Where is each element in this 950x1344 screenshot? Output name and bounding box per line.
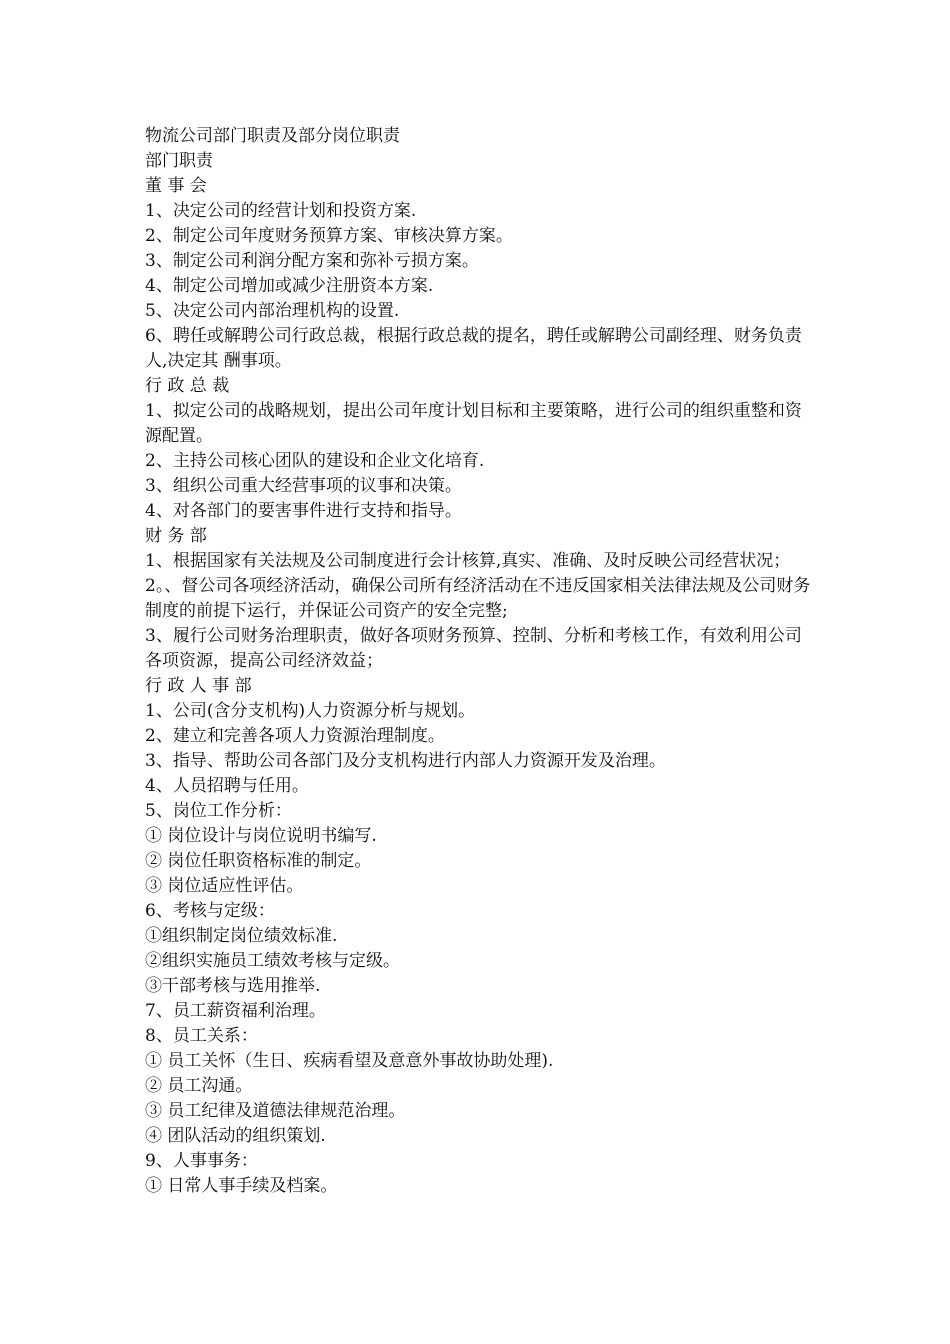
list-item: 9、人事事务： — [145, 1151, 258, 1171]
list-item: 4、人员招聘与任用。 — [145, 776, 309, 796]
heading-ceo: 行 政 总 裁 — [145, 376, 230, 396]
sub-list-item: ① 岗位设计与岗位说明书编写. — [145, 826, 377, 846]
list-item: 2。、督公司各项经济活动，确保公司所有经济活动在不违反国家相关法律法规及公司财务制度的前提下运行，并保证公司资产的安全完整; — [145, 576, 811, 621]
sub-list-item: ① 员工关怀（生日、疾病看望及意意外事故协助处理). — [145, 1051, 554, 1071]
sub-list-item: ①组织制定岗位绩效标准. — [145, 926, 338, 946]
document-title: 物流公司部门职责及部分岗位职责 — [145, 126, 400, 146]
list-item: 8、员工关系： — [145, 1026, 258, 1046]
sub-list-item: ② 岗位任职资格标准的制定。 — [145, 851, 372, 871]
sub-list-item: ③ 岗位适应性评估。 — [145, 876, 304, 896]
heading-finance: 财 务 部 — [145, 526, 207, 546]
section-title: 部门职责 — [145, 151, 213, 171]
sub-list-item: ③干部考核与选用推举. — [145, 976, 321, 996]
heading-hr: 行 政 人 事 部 — [145, 676, 252, 696]
list-item: 4、对各部门的要害事件进行支持和指导。 — [145, 501, 462, 521]
list-item: 3、履行公司财务治理职责，做好各项财务预算、控制、分析和考核工作，有效利用公司各项资源，提高公司经济效益； — [145, 626, 802, 671]
sub-list-item: ② 员工沟通。 — [145, 1076, 253, 1096]
list-item: 2、制定公司年度财务预算方案、审核决算方案。 — [145, 226, 513, 246]
list-item: 3、指导、帮助公司各部门及分支机构进行内部人力资源开发及治理。 — [145, 751, 666, 771]
list-item: 2、主持公司核心团队的建设和企业文化培育. — [145, 451, 485, 471]
list-item: 7、员工薪资福利治理。 — [145, 1001, 326, 1021]
list-item: 3、组织公司重大经营事项的议事和决策。 — [145, 476, 462, 496]
list-item: 3、制定公司利润分配方案和弥补亏损方案。 — [145, 251, 479, 271]
list-item: 1、公司(含分支机构)人力资源分析与规划。 — [145, 701, 476, 721]
list-item: 1、根据国家有关法规及公司制度进行会计核算,真实、准确、及时反映公司经营状况； — [145, 551, 791, 571]
list-item: 5、决定公司内部治理机构的设置. — [145, 301, 400, 321]
document-page — [145, 124, 815, 1199]
list-item: 5、岗位工作分析： — [145, 801, 292, 821]
list-item: 2、建立和完善各项人力资源治理制度。 — [145, 726, 445, 746]
sub-list-item: ②组织实施员工绩效考核与定级。 — [145, 951, 400, 971]
sub-list-item: ③ 员工纪律及道德法律规范治理。 — [145, 1101, 406, 1121]
list-item: 6、聘任或解聘公司行政总裁，根据行政总裁的提名，聘任或解聘公司副经理、财务负责人,决定其 酬事项。 — [145, 326, 802, 371]
heading-board: 董 事 会 — [145, 176, 207, 196]
list-item: 1、决定公司的经营计划和投资方案. — [145, 201, 417, 221]
sub-list-item: ① 日常人事手续及档案。 — [145, 1176, 338, 1196]
sub-list-item: ④ 团队活动的组织策划. — [145, 1126, 326, 1146]
list-item: 6、考核与定级： — [145, 901, 275, 921]
list-item: 1、拟定公司的战略规划，提出公司年度计划目标和主要策略，进行公司的组织重整和资源配置。 — [145, 401, 802, 446]
list-item: 4、制定公司增加或减少注册资本方案. — [145, 276, 434, 296]
